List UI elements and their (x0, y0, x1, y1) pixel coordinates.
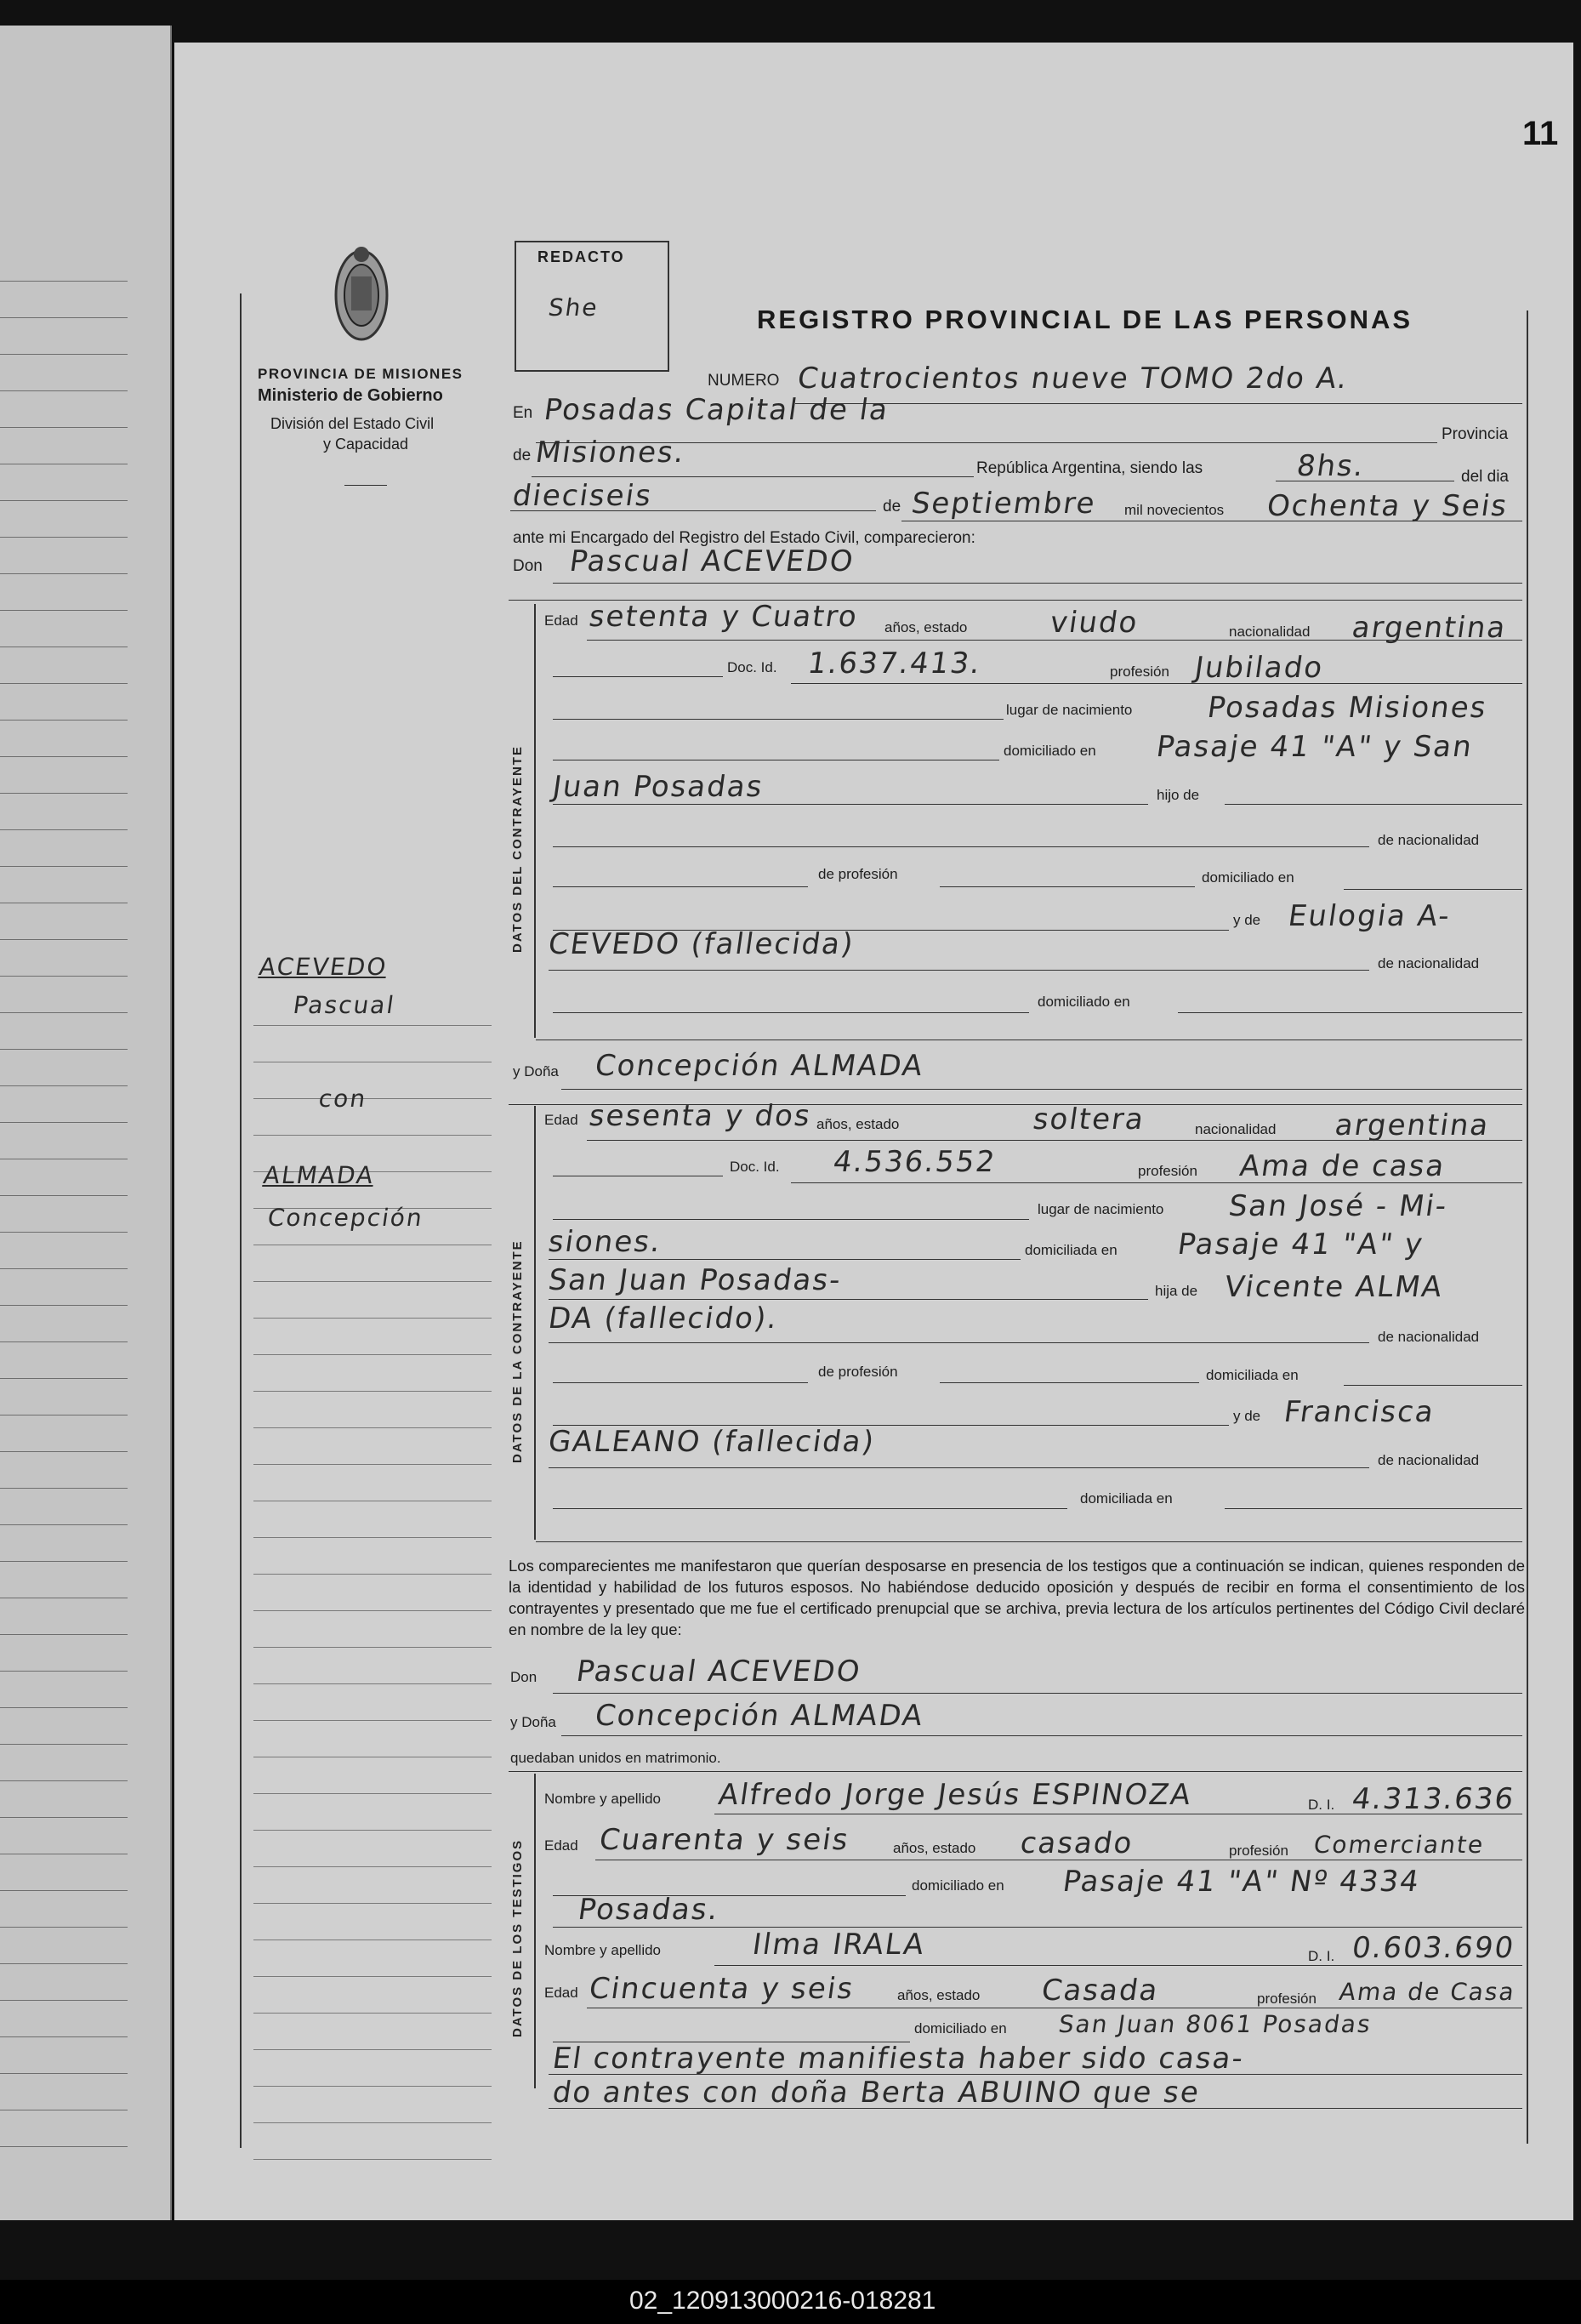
value-testigo2: Ilma IRALA (750, 1928, 928, 1962)
rule (532, 476, 974, 477)
rule (549, 1467, 1369, 1468)
label-de-nacionalidad-4: de nacionalidad (1378, 1452, 1480, 1468)
note-line-1: El contrayente manifiesta haber sido casa- (550, 2042, 1247, 2076)
rule (549, 970, 1369, 971)
margin-line (253, 1281, 492, 1282)
ledger-line (0, 354, 128, 355)
rule (553, 846, 1369, 847)
label-di-2: D. I. (1308, 1948, 1335, 1964)
rule (940, 886, 1195, 887)
value-domicilio-2: Juan Posadas (550, 770, 766, 804)
province-heading: PROVINCIA DE MISIONES (258, 366, 463, 382)
value-testigo2-estado: Casada (1039, 1974, 1162, 2008)
label-don-final: Don (510, 1669, 537, 1685)
label-de: de (513, 447, 532, 464)
ledger-line (0, 1305, 128, 1306)
rule (791, 1182, 1522, 1183)
value-testigo1: Alfredo Jorge Jesús ESPINOZA (716, 1778, 1195, 1812)
ledger-line (0, 537, 128, 538)
rule (553, 1219, 1029, 1220)
value-testigo1-dom-a: Pasaje 41 "A" Nº 4334 (1061, 1865, 1423, 1899)
label-provincia: Provincia (1442, 425, 1509, 443)
value-madre-1: Eulogia A- (1286, 899, 1453, 933)
ledger-line (0, 1780, 128, 1781)
ledger-line (0, 610, 128, 611)
margin-line (253, 1354, 492, 1355)
label-nacionalidad: nacionalidad (1229, 624, 1311, 640)
label-de-profesion-2: de profesión (818, 1364, 898, 1380)
label-ante: ante mi Encargado del Registro del Estado Civil, comparecieron: (513, 529, 975, 547)
rule (553, 1508, 1067, 1509)
value-madre-2: CEVEDO (fallecida) (546, 927, 857, 961)
label-domiciliada-3: domiciliada en (1080, 1490, 1173, 1507)
ledger-line (0, 317, 128, 318)
coat-of-arms-icon (327, 242, 395, 349)
margin-name-1: Pascual (291, 991, 397, 1019)
margin-line (253, 2013, 492, 2014)
margin-line (253, 1610, 492, 1611)
value-testigo2-edad: Cincuenta y seis (587, 1972, 856, 2006)
margin-line (253, 1976, 492, 1977)
value-testigo1-prof: Comerciante (1311, 1831, 1487, 1859)
label-de-profesion: de profesión (818, 866, 898, 882)
ledger-line (0, 1963, 128, 1964)
ledger-line (0, 1378, 128, 1379)
rule (553, 719, 1004, 720)
page-number: 11 (1522, 115, 1559, 152)
value-testigo2-prof: Ama de Casa (1337, 1978, 1518, 2006)
label-y-dona: y Doña (513, 1063, 559, 1079)
margin-line (253, 1098, 492, 1099)
value-edad: setenta y Cuatro (587, 600, 861, 634)
value-padre-2a: Vicente ALMA (1222, 1270, 1446, 1304)
ledger-line (0, 2036, 128, 2037)
value-testigo1-estado: casado (1018, 1826, 1136, 1860)
ledger-line (0, 1671, 128, 1672)
ministry-heading: Ministerio de Gobierno (258, 386, 443, 405)
label-hijo-de: hijo de (1157, 787, 1200, 803)
ledger-line (0, 1195, 128, 1196)
ledger-line (0, 573, 128, 574)
rule (1344, 889, 1522, 890)
rule (549, 1342, 1369, 1343)
label-de-nacionalidad-2: de nacionalidad (1378, 955, 1480, 971)
label-domiciliado-2: domiciliado en (1202, 869, 1294, 886)
rule (549, 2108, 1522, 2109)
value-nacionalidad-2: argentina (1333, 1108, 1493, 1142)
value-madre-2a: Francisca (1282, 1395, 1437, 1429)
ledger-line (0, 1927, 128, 1928)
ledger-line (0, 1341, 128, 1342)
value-edad-2: sesenta y dos (587, 1099, 814, 1133)
margin-line (253, 1537, 492, 1538)
label-del-dia: del dia (1461, 468, 1509, 486)
margin-line (253, 1793, 492, 1794)
value-doc-2: 4.536.552 (831, 1145, 998, 1179)
image-id-label: 02_120913000216-018281 (629, 2287, 936, 2315)
frame-left-line (240, 293, 242, 2148)
rule (1344, 1385, 1522, 1386)
declaration-paragraph: Los comparecientes me manifestaron que querían desposarse en presencia de los testigos que a continuación se indican, quienes responden de la identidad y habilidad de los futuros esposos. No habiéndose deducido oposición y después de recibir en forma el consentimiento de los contrayentes y presentado que me fue el certificado prenupcial que se archiva, previa lectura de los artículos pertinentes del Código Civil declaré en nombre de la ley que: (509, 1557, 1525, 1638)
label-domiciliada: domiciliada en (1025, 1242, 1118, 1258)
rule (714, 1965, 1522, 1966)
rule (549, 2074, 1522, 2075)
rule (553, 1382, 808, 1383)
margin-line (253, 1903, 492, 1904)
ledger-line (0, 1707, 128, 1708)
label-quedaban: quedaban unidos en matrimonio. (510, 1750, 721, 1766)
rule (549, 1299, 1148, 1300)
label-y-dona-final: y Doña (510, 1714, 556, 1730)
ledger-line (0, 1634, 128, 1635)
ledger-line (0, 1012, 128, 1013)
label-domiciliado-t2: domiciliado en (914, 2020, 1007, 2036)
section-line (534, 1106, 536, 1540)
label-don: Don (513, 557, 543, 575)
value-testigo2-di: 0.603.690 (1350, 1931, 1517, 1965)
margin-line (253, 1647, 492, 1648)
margin-line (253, 2086, 492, 2087)
value-profesion-2: Ama de casa (1237, 1149, 1448, 1183)
label-lugar-nacimiento: lugar de nacimiento (1006, 702, 1133, 718)
margin-line (253, 2049, 492, 2050)
frame-right-line (1527, 310, 1528, 2144)
rule (553, 1012, 1029, 1013)
label-anos-estado-t2: años, estado (897, 1987, 981, 2003)
division-line-1: División del Estado Civil (270, 415, 435, 432)
ledger-line (0, 2000, 128, 2001)
margin-line (253, 2122, 492, 2123)
ledger-line (0, 793, 128, 794)
margin-line (253, 1391, 492, 1392)
margin-line (253, 1025, 492, 1026)
label-republica: República Argentina, siendo las (976, 459, 1203, 477)
ledger-line (0, 390, 128, 391)
rule (553, 583, 1522, 584)
value-dona-final: Concepción ALMADA (593, 1699, 927, 1733)
value-don-final: Pascual ACEVEDO (574, 1655, 864, 1689)
value-provincia: Misiones. (533, 436, 688, 470)
value-domicilio-2a: Pasaje 41 "A" y (1175, 1228, 1426, 1262)
rule (1225, 804, 1522, 805)
rule (587, 640, 1522, 641)
margin-line (253, 1427, 492, 1428)
ledger-line (0, 1085, 128, 1086)
label-edad-2: Edad (544, 1112, 578, 1128)
ledger-line (0, 1268, 128, 1269)
margin-line (253, 1135, 492, 1136)
rule (553, 804, 1148, 805)
value-nacionalidad: argentina (1350, 611, 1510, 645)
ledger-line (0, 1561, 128, 1562)
ledger-line (0, 720, 128, 721)
label-profesion-2: profesión (1138, 1163, 1197, 1179)
value-estado: viudo (1048, 606, 1141, 640)
margin-line (253, 2159, 492, 2160)
ledger-line (0, 866, 128, 867)
value-anio: Ochenta y Seis (1265, 489, 1510, 523)
margin-con: con (316, 1085, 369, 1113)
division-line-2: y Capacidad (323, 436, 409, 453)
margin-line (253, 1830, 492, 1831)
rule (561, 1735, 1522, 1736)
label-nombre-1: Nombre y apellido (544, 1791, 662, 1807)
rule (536, 1541, 1522, 1542)
ledger-line (0, 1890, 128, 1891)
ledger-line (0, 1524, 128, 1525)
value-domicilio-1: Pasaje 41 "A" y San (1154, 730, 1476, 764)
label-en: En (513, 404, 533, 422)
label-edad-t1: Edad (544, 1837, 578, 1854)
rule (553, 1927, 1522, 1928)
label-de-nacionalidad-3: de nacionalidad (1378, 1329, 1480, 1345)
label-de-mes: de (883, 498, 901, 515)
label-de-nacionalidad: de nacionalidad (1378, 832, 1480, 848)
divider (344, 485, 387, 486)
rule (587, 1140, 1522, 1141)
side-label-la-contrayente: DATOS DE LA CONTRAYENTE (510, 1239, 525, 1463)
value-dona: Concepción ALMADA (593, 1049, 927, 1083)
value-estado-2: soltera (1031, 1102, 1147, 1136)
margin-line (253, 1683, 492, 1684)
value-madre-2b: GALEANO (fallecida) (546, 1425, 878, 1459)
ledger-line (0, 683, 128, 684)
value-lugar-nac-2a: San José - Mi- (1226, 1189, 1450, 1223)
label-domiciliada-2: domiciliada en (1206, 1367, 1299, 1383)
rule (510, 510, 876, 511)
label-mil-novecientos: mil novecientos (1124, 502, 1225, 518)
ledger-line (0, 427, 128, 428)
label-doc: Doc. Id. (727, 659, 777, 675)
label-domiciliado: domiciliado en (1004, 743, 1096, 759)
ledger-line (0, 1122, 128, 1123)
redacto-label: REDACTO (537, 248, 625, 265)
section-line (534, 604, 536, 1038)
value-hora: 8hs. (1294, 449, 1368, 483)
side-label-testigos: DATOS DE LOS TESTIGOS (510, 1838, 525, 2037)
value-don: Pascual ACEVEDO (567, 544, 857, 578)
margin-line (253, 1574, 492, 1575)
note-line-2: do antes con doña Berta ABUINO que se (550, 2076, 1203, 2110)
ledger-line (0, 939, 128, 940)
label-domiciliado-3: domiciliado en (1038, 994, 1130, 1010)
label-edad: Edad (544, 612, 578, 629)
rule (549, 1259, 1021, 1260)
redacto-value: She (546, 293, 601, 322)
label-y-de: y de (1233, 912, 1261, 928)
ledger-line (0, 1451, 128, 1452)
value-testigo2-dom: San Juan 8061 Posadas (1056, 2010, 1374, 2038)
label-doc-2: Doc. Id. (730, 1159, 780, 1175)
page-title: REGISTRO PROVINCIAL DE LAS PERSONAS (757, 305, 1413, 334)
margin-surname-2: ALMADA (261, 1161, 377, 1189)
rule (795, 403, 1522, 404)
margin-line (253, 1318, 492, 1319)
section-line (534, 1774, 536, 2088)
ledger-line (0, 829, 128, 830)
value-doc: 1.637.413. (805, 647, 984, 681)
rule (509, 1771, 1522, 1772)
ledger-line (0, 1488, 128, 1489)
label-edad-t2: Edad (544, 1985, 578, 2001)
margin-line (253, 1720, 492, 1721)
margin-line (253, 1464, 492, 1465)
label-hija-de: hija de (1155, 1283, 1198, 1299)
rule (940, 1382, 1199, 1383)
left-ledger-page (0, 26, 172, 2220)
margin-line (253, 1866, 492, 1867)
value-lugar-nacimiento: Posadas Misiones (1205, 691, 1490, 725)
ledger-line (0, 976, 128, 977)
value-testigo1-edad: Cuarenta y seis (597, 1823, 852, 1857)
rule (553, 1693, 1522, 1694)
ledger-line (0, 756, 128, 757)
rule (553, 676, 723, 677)
rule (791, 683, 1522, 684)
value-testigo1-dom-b: Posadas. (576, 1893, 722, 1927)
label-lugar-nacimiento-2: lugar de nacimiento (1038, 1201, 1164, 1217)
label-di-1: D. I. (1308, 1797, 1335, 1813)
value-lugar-nac-2b: siones. (546, 1225, 664, 1259)
value-profesion: Jubilado (1192, 651, 1327, 685)
label-profesion: profesión (1110, 664, 1169, 680)
value-numero: Cuatrocientos nueve TOMO 2do A. (795, 362, 1351, 396)
value-domicilio-2b: San Juan Posadas- (546, 1263, 845, 1297)
ledger-line (0, 281, 128, 282)
ledger-line (0, 2146, 128, 2147)
ledger-line (0, 1049, 128, 1050)
label-anos-estado: años, estado (884, 619, 968, 635)
ledger-line (0, 1817, 128, 1818)
label-profesion-t1: profesión (1229, 1843, 1288, 1859)
label-profesion-t2: profesión (1257, 1991, 1317, 2007)
side-label-contrayente: DATOS DEL CONTRAYENTE (510, 745, 525, 953)
label-anos-estado-t1: años, estado (893, 1840, 976, 1856)
value-dia: dieciseis (510, 479, 655, 513)
margin-name-2: Concepción (265, 1204, 426, 1232)
ledger-line (0, 1232, 128, 1233)
label-domiciliado-t1: domiciliado en (912, 1877, 1004, 1894)
value-padre-2b: DA (fallecido). (546, 1302, 781, 1336)
value-testigo1-di: 4.313.636 (1350, 1782, 1517, 1816)
rule (553, 886, 808, 887)
value-lugar: Posadas Capital de la (542, 393, 892, 427)
rule (1225, 1508, 1522, 1509)
rule (561, 1089, 1522, 1090)
label-numero: NUMERO (708, 372, 780, 390)
label-anos-estado-2: años, estado (816, 1116, 900, 1132)
label-nombre-2: Nombre y apellido (544, 1942, 662, 1958)
label-nacionalidad-2: nacionalidad (1195, 1121, 1277, 1137)
rule (1178, 1012, 1522, 1013)
value-mes: Septiembre (909, 487, 1099, 521)
ledger-line (0, 2073, 128, 2074)
margin-surname-1: ACEVEDO (257, 953, 390, 981)
ledger-line (0, 500, 128, 501)
ledger-line (0, 1744, 128, 1745)
label-y-de-2: y de (1233, 1408, 1261, 1424)
